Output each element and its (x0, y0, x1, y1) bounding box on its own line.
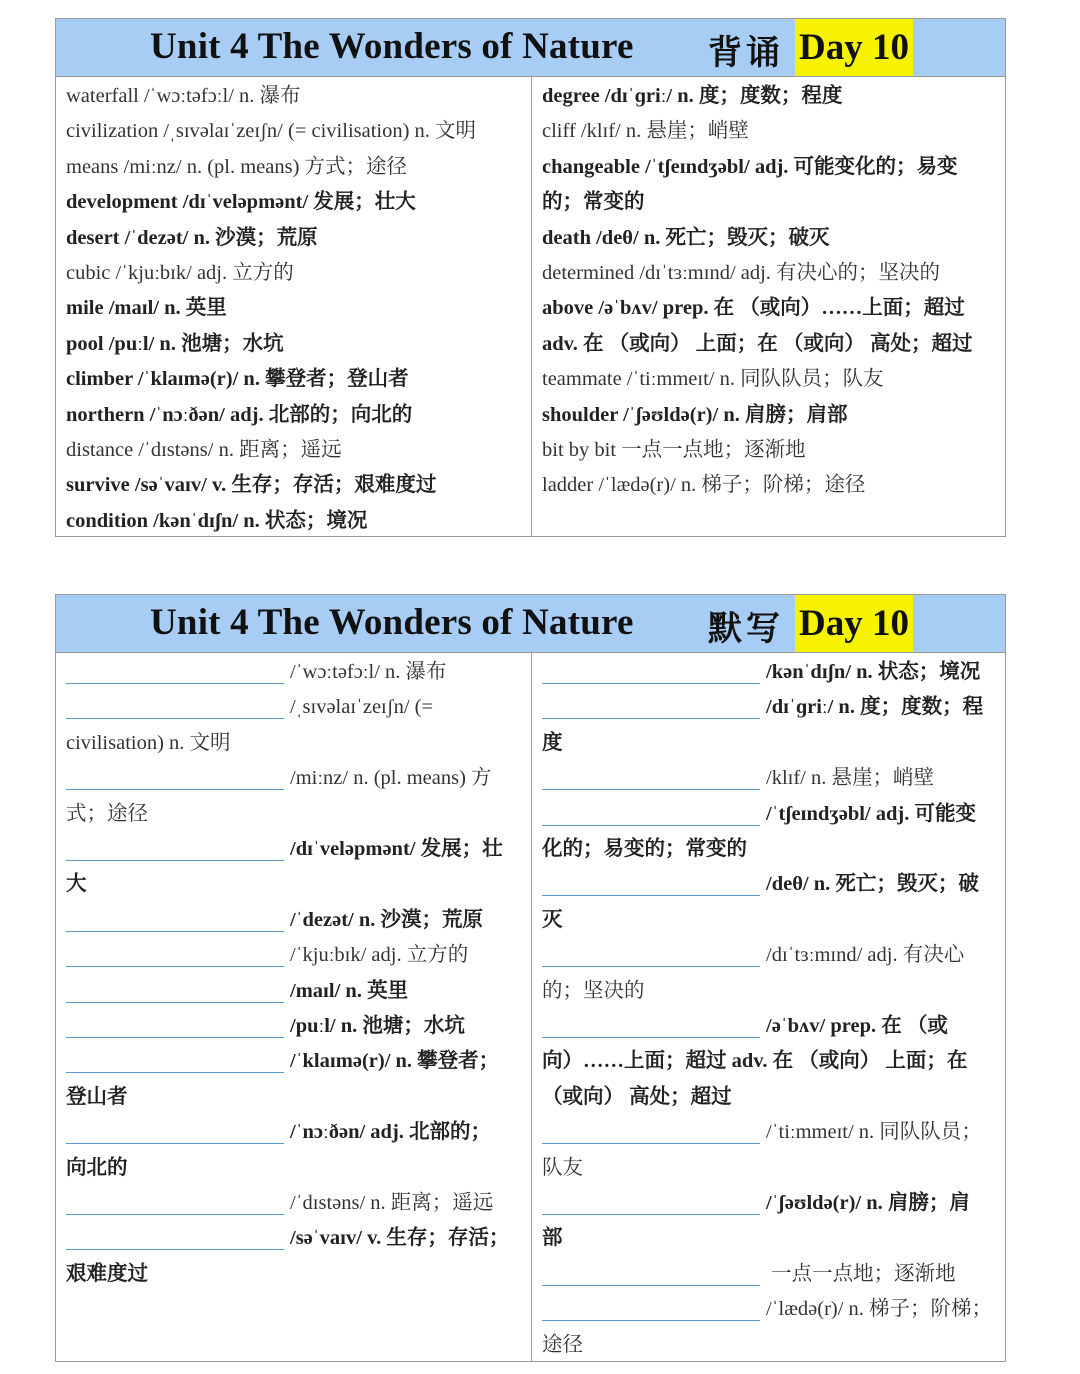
vocab-text: changeable /ˈtʃeɪndʒəbl/ adj. 可能变化的；易变 (542, 155, 958, 178)
vocab-text: civilisation) n. 文明 (66, 731, 231, 754)
vocab-text: pool /puːl/ n. 池塘；水坑 (66, 332, 284, 355)
vocab-text: northern /ˈnɔːðən/ adj. 北部的；向北的 (66, 403, 413, 426)
vocab-text: 途径 (542, 1333, 583, 1356)
recite-title: Unit 4 The Wonders of Nature (150, 26, 634, 67)
vocab-line (66, 938, 521, 973)
vocab-line (542, 1292, 995, 1327)
vocab-line (542, 433, 995, 468)
vocab-text: ladder /ˈlædə(r)/ n. 梯子；阶梯；途径 (542, 474, 866, 497)
vocab-line (66, 1009, 521, 1044)
answer-blank[interactable] (542, 803, 760, 826)
vocab-text: /ˈwɔːtəfɔːl/ n. 瀑布 (290, 661, 447, 683)
answer-blank[interactable] (66, 980, 284, 1003)
vocab-text: development /dɪˈveləpmənt/ 发展；壮大 (66, 191, 416, 214)
recite-card (55, 18, 1006, 537)
recite-header (56, 19, 1005, 77)
dictation-card (55, 594, 1006, 1362)
vocab-line (542, 690, 995, 725)
vocab-line (542, 79, 995, 114)
vocab-text: /ˈklaɪmə(r)/ n. 攀登者； (290, 1050, 500, 1073)
recite-right-column (532, 77, 1005, 536)
vocab-text: /klɪf/ n. 悬崖；峭壁 (766, 767, 934, 790)
vocab-text: desert /ˈdezət/ n. 沙漠；荒原 (66, 226, 318, 249)
vocab-text: /ˌsɪvəlaɪˈzeɪʃn/ (= (290, 696, 434, 719)
vocab-text: means /miːnz/ n. (pl. means) 方式；途径 (66, 155, 408, 178)
vocab-line (66, 1221, 521, 1256)
vocab-text: /ˈdɪstəns/ n. 距离；遥远 (290, 1192, 494, 1214)
vocab-line (66, 468, 521, 503)
vocab-text: 部 (542, 1227, 563, 1250)
vocab-text: 艰难度过 (66, 1262, 148, 1285)
vocab-line (66, 291, 521, 326)
answer-blank[interactable] (66, 909, 284, 932)
vocab-text: /ˈtiːmmeɪt/ n. 同队队员； (766, 1121, 982, 1144)
vocab-line (66, 1080, 521, 1115)
vocab-text: 向北的 (66, 1156, 128, 1179)
vocab-line (66, 1044, 521, 1079)
vocab-text: 式；途径 (66, 802, 148, 825)
vocab-text: /kənˈdɪʃn/ n. 状态；境况 (766, 661, 981, 683)
answer-blank[interactable] (66, 1050, 284, 1073)
vocab-text: condition /kənˈdɪʃn/ n. 状态；境况 (66, 509, 368, 532)
vocab-line (66, 221, 521, 256)
vocab-text: /ˈʃəʊldə(r)/ n. 肩膀；肩 (766, 1192, 970, 1214)
vocab-text: 灭 (542, 908, 563, 931)
vocab-line (542, 761, 995, 796)
vocab-line (542, 1257, 995, 1292)
vocab-line (66, 797, 521, 832)
answer-blank[interactable] (542, 767, 760, 790)
vocab-text: 一点一点地；逐渐地 (766, 1262, 956, 1285)
vocab-line (66, 655, 521, 690)
vocab-text: /ˈlædə(r)/ n. 梯子；阶梯； (766, 1298, 993, 1321)
vocab-line (542, 938, 995, 973)
vocab-text: waterfall /ˈwɔːtəfɔːl/ n. 瀑布 (66, 85, 301, 107)
vocab-line (542, 398, 995, 433)
vocab-text: /dɪˈtɜːmɪnd/ adj. 有决心 (766, 944, 965, 967)
answer-blank[interactable] (66, 696, 284, 719)
vocab-line (66, 974, 521, 1009)
answer-blank[interactable] (66, 767, 284, 790)
vocab-text: death /deθ/ n. 死亡；毁灭；破灭 (542, 226, 830, 249)
answer-blank[interactable] (542, 944, 760, 967)
vocab-text: /deθ/ n. 死亡；毁灭；破 (766, 873, 979, 896)
vocab-text: 大 (66, 873, 87, 896)
vocab-line (542, 185, 995, 220)
vocab-line (542, 221, 995, 256)
vocab-text: /ˈkjuːbɪk/ adj. 立方的 (290, 944, 469, 967)
vocab-line (542, 1151, 995, 1186)
vocab-text: teammate /ˈtiːmmeɪt/ n. 同队队员；队友 (542, 368, 884, 391)
vocab-line (66, 1186, 521, 1221)
vocab-text: cliff /klɪf/ n. 悬崖；峭壁 (542, 120, 749, 143)
vocab-line (542, 468, 995, 503)
answer-blank[interactable] (542, 1298, 760, 1321)
answer-blank[interactable] (542, 1263, 760, 1286)
vocab-text: /maɪl/ n. 英里 (290, 979, 409, 1002)
vocab-line (542, 797, 995, 832)
vocab-line (66, 690, 521, 725)
recite-left-column (56, 77, 532, 536)
vocab-line (542, 114, 995, 149)
vocab-line (66, 1151, 521, 1186)
vocab-line (66, 256, 521, 291)
vocab-line (542, 327, 995, 362)
answer-blank[interactable] (542, 1015, 760, 1038)
vocab-line (66, 433, 521, 468)
dictation-left-column (56, 653, 532, 1361)
recite-mode-label: 背诵 (708, 33, 784, 73)
vocab-line (66, 1257, 521, 1292)
vocab-text: /miːnz/ n. (pl. means) 方 (290, 767, 492, 790)
vocab-text: 的；坚决的 (542, 979, 645, 1002)
vocab-text: adv. 在 （或向） 上面；在 （或向） 高处；超过 (542, 332, 973, 355)
dictation-right-column (532, 653, 1005, 1361)
vocab-line (66, 114, 521, 149)
vocab-text: /əˈbʌv/ prep. 在 （或 (766, 1015, 948, 1037)
vocab-line (66, 903, 521, 938)
vocab-text: /dɪˈɡriː/ n. 度；度数；程 (766, 696, 984, 719)
vocab-text: 向）……上面；超过 adv. 在 （或向） 上面；在 (542, 1050, 968, 1073)
vocab-text: /dɪˈveləpmənt/ 发展；壮 (290, 838, 503, 860)
vocab-line (66, 79, 521, 114)
answer-blank[interactable] (66, 838, 284, 861)
vocab-line (542, 726, 995, 761)
dictation-day-badge: Day 10 (795, 595, 913, 652)
vocab-line (542, 1328, 995, 1363)
answer-blank[interactable] (66, 1015, 284, 1038)
vocab-line (542, 832, 995, 867)
vocab-line (66, 1115, 521, 1150)
dictation-header (56, 595, 1005, 653)
recite-day-badge: Day 10 (795, 19, 913, 76)
vocab-text: /ˈnɔːðən/ adj. 北部的； (290, 1121, 492, 1144)
answer-blank[interactable] (66, 1227, 284, 1250)
vocab-text: cubic /ˈkjuːbɪk/ adj. 立方的 (66, 262, 294, 284)
answer-blank[interactable] (66, 1121, 284, 1144)
answer-blank[interactable] (542, 1192, 760, 1215)
vocab-line (542, 1186, 995, 1221)
vocab-line (66, 362, 521, 397)
vocab-text: degree /dɪˈɡriː/ n. 度；度数；程度 (542, 85, 843, 107)
vocab-line (66, 185, 521, 220)
vocab-line (542, 1044, 995, 1079)
vocab-line (66, 327, 521, 362)
dictation-title: Unit 4 The Wonders of Nature (150, 602, 634, 643)
vocab-line (542, 1221, 995, 1256)
vocab-text: bit by bit 一点一点地；逐渐地 (542, 439, 806, 461)
vocab-line (542, 974, 995, 1009)
answer-blank[interactable] (542, 1121, 760, 1144)
vocab-text: distance /ˈdɪstəns/ n. 距离；遥远 (66, 439, 342, 461)
vocab-text: 队友 (542, 1156, 583, 1179)
vocab-line (542, 655, 995, 690)
vocab-text: 登山者 (66, 1085, 128, 1108)
vocab-text: /puːl/ n. 池塘；水坑 (290, 1015, 465, 1037)
vocab-line (542, 291, 995, 326)
vocab-line (542, 150, 995, 185)
vocab-text: civilization /ˌsɪvəlaɪˈzeɪʃn/ (= civilisation) n. 文明 (66, 120, 477, 143)
vocab-line (542, 1080, 995, 1115)
vocab-text: mile /maɪl/ n. 英里 (66, 297, 227, 320)
answer-blank[interactable] (66, 944, 284, 967)
vocab-line (66, 398, 521, 433)
vocab-text: /ˈdezət/ n. 沙漠；荒原 (290, 908, 484, 931)
answer-blank[interactable] (66, 661, 284, 684)
vocab-text: /ˈtʃeɪndʒəbl/ adj. 可能变 (766, 802, 976, 825)
vocab-text: climber /ˈklaɪmə(r)/ n. 攀登者；登山者 (66, 368, 409, 391)
answer-blank[interactable] (542, 696, 760, 719)
vocab-text: （或向） 高处；超过 (542, 1085, 732, 1108)
vocab-line (542, 256, 995, 291)
vocab-line (542, 1009, 995, 1044)
vocab-line (66, 867, 521, 902)
vocab-line (66, 832, 521, 867)
vocab-text: 的；常变的 (542, 191, 645, 214)
vocab-line (542, 362, 995, 397)
answer-blank[interactable] (542, 873, 760, 896)
vocab-text: /səˈvaɪv/ v. 生存；存活； (290, 1227, 510, 1250)
answer-blank[interactable] (542, 661, 760, 684)
vocab-text: 度 (542, 731, 563, 754)
vocab-line (542, 1115, 995, 1150)
vocab-line (66, 504, 521, 539)
vocab-line (66, 761, 521, 796)
vocab-text: survive /səˈvaɪv/ v. 生存；存活；艰难度过 (66, 474, 437, 497)
vocab-line (542, 903, 995, 938)
vocab-text: above /əˈbʌv/ prep. 在 （或向）……上面；超过 (542, 297, 965, 320)
vocab-line (66, 150, 521, 185)
vocab-text: determined /dɪˈtɜːmɪnd/ adj. 有决心的；坚决的 (542, 262, 941, 284)
answer-blank[interactable] (66, 1192, 284, 1215)
vocab-line (66, 726, 521, 761)
dictation-mode-label: 默写 (708, 609, 784, 649)
vocab-text: 化的；易变的；常变的 (542, 838, 747, 860)
vocab-line (542, 867, 995, 902)
vocab-text: shoulder /ˈʃəʊldə(r)/ n. 肩膀；肩部 (542, 403, 848, 426)
